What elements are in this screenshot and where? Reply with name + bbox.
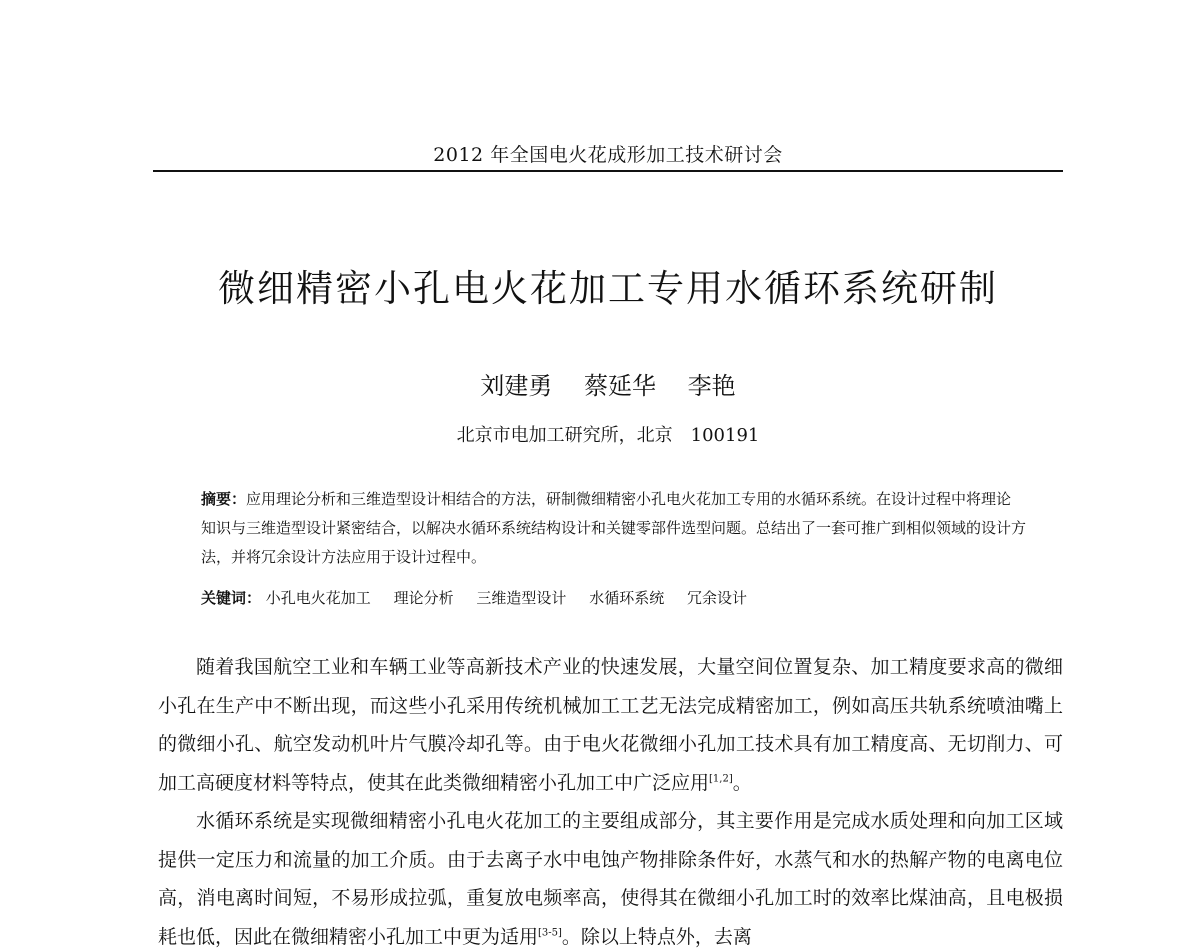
paragraph-text: 水循环系统是实现微细精密小孔电火花加工的主要组成部分，其主要作用是完成水质处理和向加工区域提供一定压力和流量的加工介质。由于去离子水中电蚀产物排除条件好，水蒸气和水的热解产物的电离电位高，消电离时间短，不易形成拉弧，重复放电频率高，使得其在微细小孔加工时的效率比煤油高，且电极损耗也低，因此在微细精密小孔加工中更为适用 [158, 810, 1063, 948]
abstract-label: 摘要： [201, 490, 247, 508]
affiliation: 北京市电加工研究所，北京 100191 [456, 425, 760, 446]
paragraph-end: 。除以上特点外，去离 [561, 925, 752, 948]
citation: [1,2] [709, 773, 733, 785]
keyword: 理论分析 [393, 589, 454, 607]
citation: [3-5] [538, 927, 562, 939]
keywords-label: 关键词： [201, 589, 262, 607]
keywords [201, 586, 1026, 610]
paragraph-text: 随着我国航空工业和车辆工业等高新技术产业的快速发展，大量空间位置复杂、加工精度要求高的微细小孔在生产中不断出现，而这些小孔采用传统机械加工工艺无法完成精密加工，例如高压共轨系统喷油嘴上的微细小孔、航空发动机叶片气膜冷却孔等。由于电火花微细小孔加工技术具有加工精度高、无切削力、可加工高硬度材料等特点，使其在此类微细精密小孔加工中广泛应用 [158, 656, 1063, 794]
keyword: 三维造型设计 [476, 589, 567, 607]
body-paragraph [158, 802, 1063, 952]
keyword: 小孔电火花加工 [265, 589, 371, 607]
header-rule [153, 170, 1063, 172]
paper-title: 微细精密小孔电火花加工专用水循环系统研制 [218, 267, 998, 310]
keyword: 水循环系统 [589, 589, 665, 607]
abstract [201, 485, 1026, 572]
author-list [150, 366, 1066, 401]
body-text [158, 648, 1063, 952]
author-name: 李艳 [687, 372, 736, 400]
keyword: 冗余设计 [686, 589, 747, 607]
body-paragraph [158, 648, 1063, 802]
author-name: 蔡延华 [584, 372, 656, 400]
running-head: 2012 年全国电火花成形加工技术研讨会 [433, 144, 783, 166]
paragraph-end: 。 [732, 771, 752, 794]
abstract-text: 应用理论分析和三维造型设计相结合的方法，研制微细精密小孔电火花加工专用的水循环系统。在设计过程中将理论知识与三维造型设计紧密结合，以解决水循环系统结构设计和关键零部件选型问题。总结出了一套可推广到相似领域的设计方法，并将冗余设计方法应用于设计过程中。 [201, 490, 1027, 566]
author-name: 刘建勇 [480, 372, 553, 400]
